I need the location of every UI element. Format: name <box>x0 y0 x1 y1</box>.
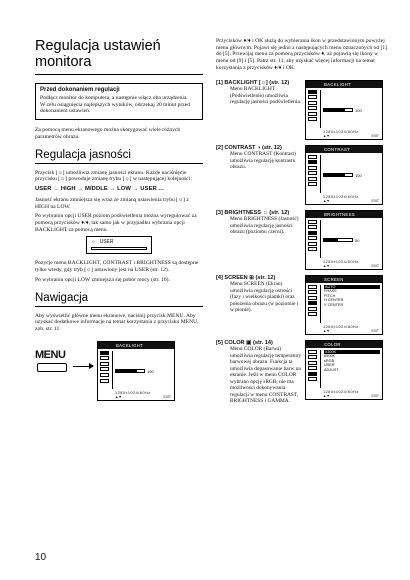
brightness-para-5: Po wybraniu opcji LOW zmniejsza się pobór mocy (str. 16). <box>35 276 170 283</box>
osd-level-fill <box>324 239 338 241</box>
osd-option[interactable]: USER <box>324 363 335 368</box>
osd-sidebar-item <box>308 95 317 99</box>
osd-exit: EXIT <box>371 328 379 333</box>
osd-sidebar-item <box>100 356 109 360</box>
osd-sidebar-item <box>100 367 109 371</box>
osd-sidebar-item <box>308 166 317 170</box>
navigation-heading: Nawigacja <box>35 292 203 307</box>
osd-sidebar-item <box>308 101 317 105</box>
brightness-para-4: Pozycje menu BACKLIGHT, CONTRAST i BRIGHTNESS są dostępne tylko wtedy, gdy tryb [☼] ustawiony jest na USER (str. 12). <box>35 260 199 274</box>
osd-options <box>320 350 380 388</box>
osd-brightness <box>305 210 383 270</box>
osd-sidebar-item <box>308 355 317 359</box>
osd-sidebar-item <box>100 351 109 355</box>
user-mode-label: USER <box>99 239 114 246</box>
item-desc: Menu SCREEN (Ekran) umożliwia regulację ostrości (fazy i wielkości plamki) oraz położenia obrazu (w poziomie i w pionie). <box>230 281 299 314</box>
menu-item-brightness <box>216 210 388 270</box>
osd-sidebar-item <box>308 182 317 186</box>
osd-level-fill <box>116 370 137 372</box>
osd-option[interactable]: 6500K <box>324 354 335 359</box>
menu-item-color <box>216 340 388 405</box>
item-title: [2] CONTRAST ◑ (str. 12) <box>216 144 282 151</box>
item-desc: Menu BACKLIGHT (Podświetlenie) umożliwia regulację jasności podświetlenia. <box>230 86 302 106</box>
osd-exit: EXIT <box>371 198 379 203</box>
osd-sidebar-item <box>308 350 317 354</box>
osd-option[interactable]: AUTO <box>324 285 380 290</box>
osd-color <box>305 340 383 400</box>
osd-level-fill <box>324 174 345 176</box>
osd-option[interactable]: H CENTER <box>324 298 344 303</box>
osd-sidebar-item <box>308 160 317 164</box>
osd-sidebar-item <box>100 373 109 377</box>
brightness-heading: Regulacja jasności <box>35 149 203 164</box>
osd-exit: EXIT <box>371 263 379 268</box>
osd-sidebar-item <box>308 242 317 246</box>
osd-sidebar-item <box>308 225 317 229</box>
osd-sidebar-item <box>308 155 317 159</box>
osd-sidebar-item <box>308 90 317 94</box>
osd-sidebar-item <box>308 296 317 300</box>
arrow-right-icon <box>73 366 93 367</box>
item-title: [1] BACKLIGHT [☼] (str. 12) <box>216 79 290 86</box>
item-title: [3] BRIGHTNESS ☼ (str. 12) <box>216 209 290 216</box>
osd-arrow-icon: ▲▼ <box>323 133 330 138</box>
osd-sidebar-item <box>100 362 109 366</box>
osd-level-fill <box>324 109 345 111</box>
menu-item-backlight <box>216 80 388 140</box>
osd-level-value: 50 <box>355 237 360 243</box>
osd-sidebar-item <box>308 112 317 116</box>
navigation-para-1: Aby wyświetlić główne menu ekranowe, naciśnij przycisk MENU. Aby uzyskać dodatkowe informacje na temat korzystania z przycisku MENU, zob. str. 11. <box>35 312 199 332</box>
osd-option[interactable]: 9300K <box>324 350 380 355</box>
left-column <box>35 38 203 409</box>
user-mode-bar <box>91 247 147 250</box>
osd-sidebar-item <box>308 236 317 240</box>
right-column <box>216 38 388 410</box>
osd-sidebar-item <box>308 247 317 251</box>
osd-sidebar-item <box>308 377 317 381</box>
preparation-line-2: W celu osiągnięcia najlepszych wyników, odczekaj 30 minut przed dokonaniem ustawień. <box>40 101 191 115</box>
osd-sidebar-item <box>308 301 317 305</box>
menu-button-label: MENU <box>35 348 66 361</box>
osd-sidebar-item <box>308 106 317 110</box>
osd-option[interactable]: PHASE <box>324 289 337 294</box>
osd-options <box>320 285 380 323</box>
osd-title-bar: CONTRAST <box>306 146 382 153</box>
menu-item-screen <box>216 275 388 335</box>
osd-sidebar-item <box>100 379 109 383</box>
item-desc: Menu COLOR (Barwa) umożliwia regulację temperatury barwowej obrazu. Funkcja ta umożliwia dopasowanie barw na ekranie. Jeśli w menu COLOR wybrano opcję sRGB, nie ma możliwości dokonywania regulacji w menu CONTRAST, BRIGHTNESS i GAMMA. <box>230 346 302 405</box>
osd-arrow-icon: ▲▼ <box>323 263 330 268</box>
osd-arrow-icon: ▲▼ <box>115 394 122 399</box>
osd-resolution: 1280x1024/60Hz <box>323 324 359 329</box>
brightness-para-1: Przycisk [☼] umożliwia zmianę jasności ekranu. Każde naciśnięcie przycisku [☼] powoduje zmianę trybu [☼] w następującej kolejności: <box>35 169 192 183</box>
right-intro: Przycisków ♦/♦ i OK służą do wybierania ikon w przedstawionym powyżej menu głównym. Pojawi się jedno z następujących menu oznaczonych od [1] do [5]. Przewijaj menu za pomocą przycisków ♦, aż pojawią się ikony w menu od [9] i [5]. Patrz str. 11, aby uzyskać więcej informacji na temat korzystania z przycisków ♦/♦ i OK. <box>216 38 388 71</box>
osd-option[interactable]: V CENTER <box>324 302 344 307</box>
osd-footer <box>115 395 171 399</box>
item-desc: Menu BRIGHTNESS (Jasność) umożliwia regulację jasności obrazu (poziomu czerni). <box>230 216 299 236</box>
osd-exit: EXIT <box>163 394 171 399</box>
osd-arrow-icon: ▲▼ <box>323 393 330 398</box>
osd-exit: EXIT <box>371 393 379 398</box>
osd-sidebar-item <box>308 290 317 294</box>
osd-option[interactable]: PITCH <box>324 293 336 298</box>
brightness-mode-icon: ☼ <box>91 239 96 246</box>
menu-button[interactable] <box>37 363 67 372</box>
osd-level-value: 100 <box>355 107 362 113</box>
brightness-para-2: Jasność ekranu zmniejsza się wraz ze zmianą ustawienia trybu [☼] z HIGH na LOW. <box>35 196 189 210</box>
osd-resolution: 1280x1024/60Hz <box>323 259 359 264</box>
osd-title-bar: SCREEN <box>306 276 382 283</box>
page-number: 10 <box>35 552 47 563</box>
osd-sidebar-item <box>308 307 317 311</box>
osd-level-value: 100 <box>355 172 362 178</box>
osd-contrast <box>305 145 383 205</box>
preparation-box <box>35 83 203 120</box>
osd-option[interactable]: sRGB <box>324 358 335 363</box>
osd-sidebar-item <box>308 171 317 175</box>
osd-level <box>115 369 154 374</box>
osd-arrow-icon: ▲▼ <box>323 328 330 333</box>
osd-sidebar-item <box>308 231 317 235</box>
osd-exit: EXIT <box>371 133 379 138</box>
osd-option[interactable]: ADJUST <box>324 367 339 372</box>
item-title: [4] SCREEN ⊞ (str. 12) <box>216 274 276 281</box>
osd-title-bar: BACKLIGHT <box>98 342 174 349</box>
osd-title-bar: BACKLIGHT <box>306 81 382 88</box>
preparation-title: Przed dokonaniem regulacji <box>40 87 120 93</box>
osd-title-bar: BRIGHTNESS <box>306 211 382 218</box>
osd-sidebar-item <box>308 366 317 370</box>
item-desc: Menu CONTRAST (Kontrast) umożliwia regulację kontrastu obrazu. <box>230 151 296 171</box>
osd-sidebar-item <box>308 177 317 181</box>
osd-sidebar-item <box>308 372 317 376</box>
page-title: Regulacja ustawień monitora <box>35 38 203 75</box>
osd-sidebar-item <box>308 220 317 224</box>
osd-level-value: 100 <box>147 368 154 374</box>
intro-text: Za pomocą menu ekranowego można skorygować wiele różnych parametrów obrazu. <box>35 127 181 140</box>
osd-resolution: 1280x1024/60Hz <box>115 390 151 395</box>
osd-title-bar: COLOR <box>306 341 382 348</box>
user-mode-display <box>86 236 152 254</box>
menu-item-contrast <box>216 145 388 205</box>
brightness-flow: USER → HIGH → MIDDLE → LOW → USER ... <box>35 185 164 192</box>
osd-sidebar-item <box>308 312 317 316</box>
brightness-para-3: Po wybraniu opcji USER poziom podświetlenia można wyregulować za pomocą przycisków ♦/♦, tak samo jak w przypadku wybrania opcji BACKLIGHT za pomocą menu. <box>35 213 197 233</box>
osd-arrow-icon: ▲▼ <box>323 198 330 203</box>
osd-sidebar-item <box>308 117 317 121</box>
osd-resolution: 1280x1024/60Hz <box>323 194 359 199</box>
osd-backlight <box>305 80 383 140</box>
osd-sidebar <box>100 351 109 385</box>
osd-screen <box>305 275 383 335</box>
menu-illustration <box>35 339 203 409</box>
osd-resolution: 1280x1024/60Hz <box>323 389 359 394</box>
item-title: [5] COLOR ▣ (str. 14) <box>216 339 273 346</box>
preparation-line-1: Podłącz monitor do komputera, a następnie włącz oba urządzenia. <box>40 95 188 101</box>
osd-resolution: 1280x1024/60Hz <box>323 129 359 134</box>
osd-sidebar-item <box>308 285 317 289</box>
osd-sidebar-item <box>308 361 317 365</box>
main-menu-osd <box>97 341 175 401</box>
